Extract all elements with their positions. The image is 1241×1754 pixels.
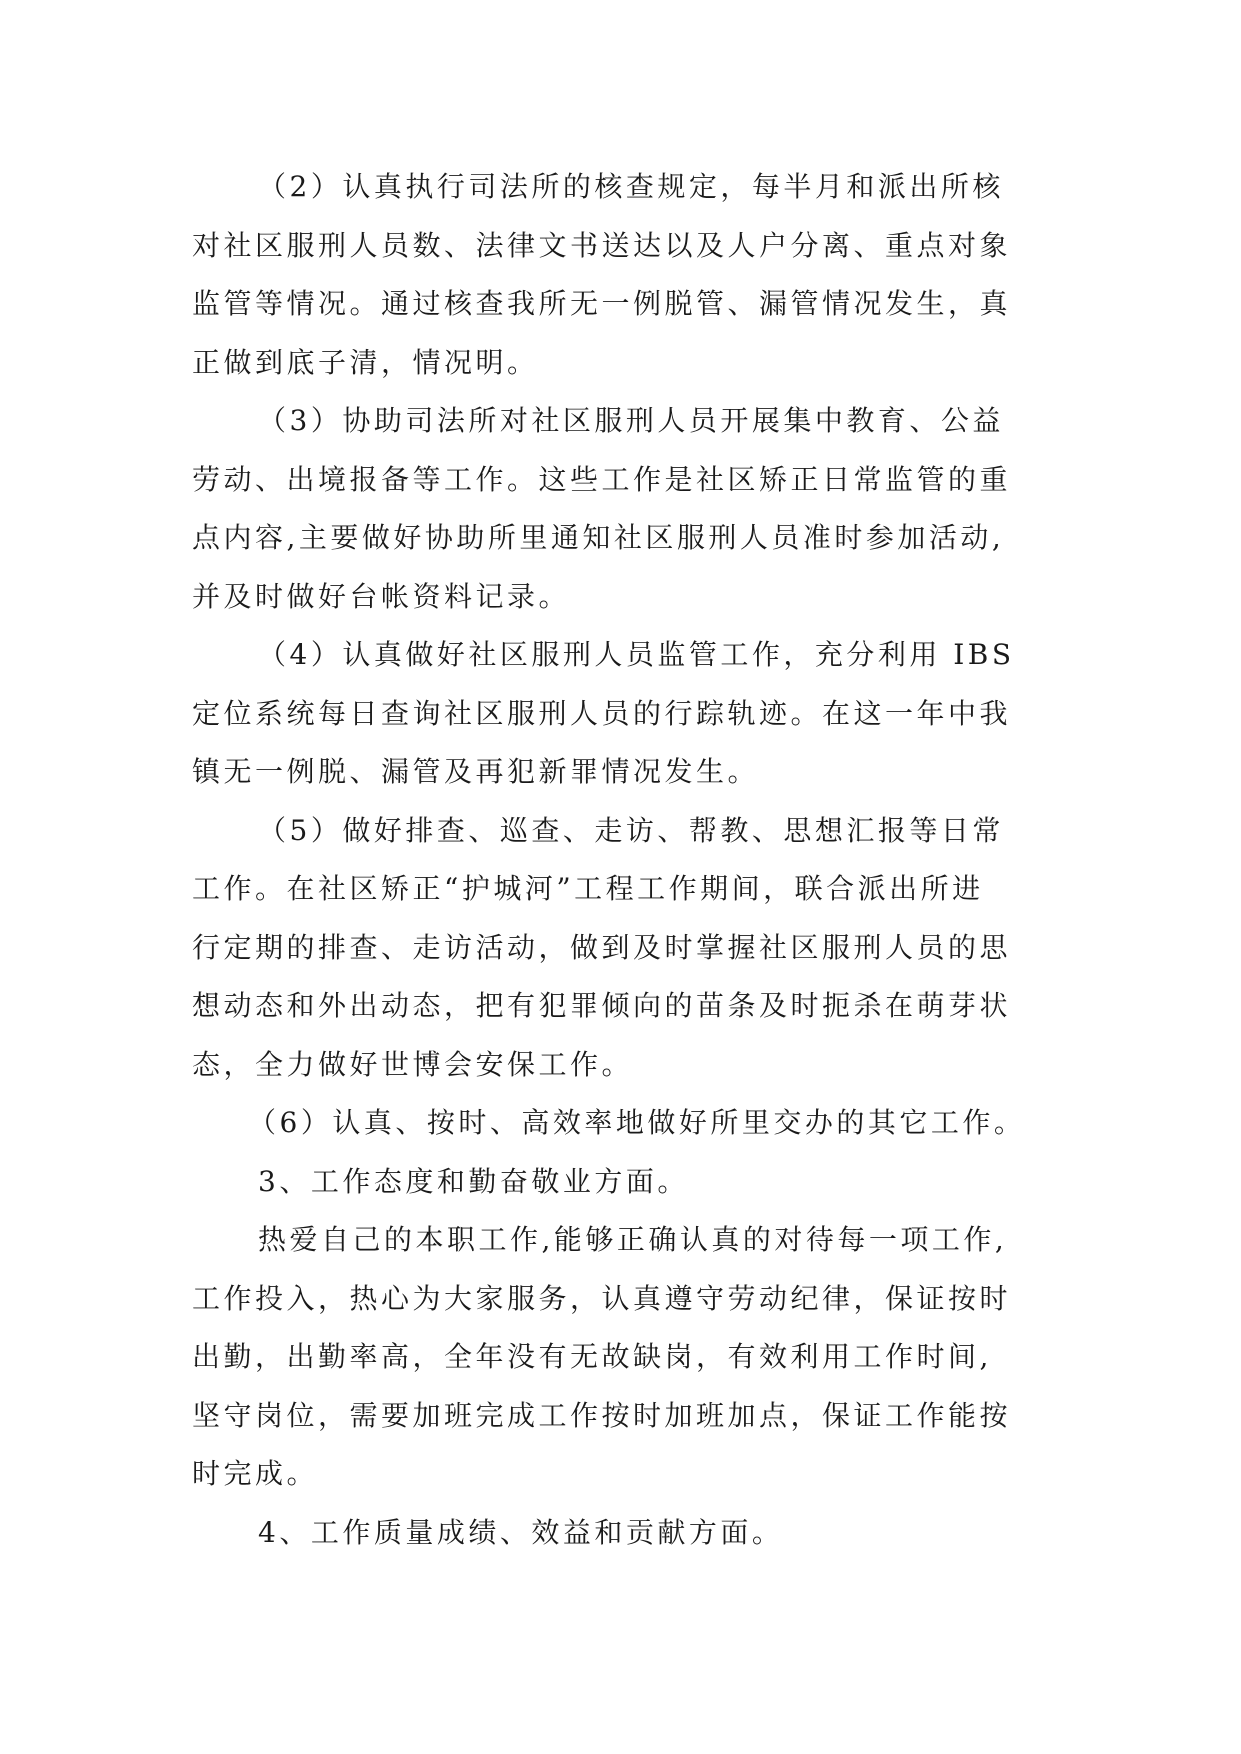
text-line: （6）认真、按时、高效率地做好所里交办的其它工作。 xyxy=(248,1106,1026,1139)
text-line: 劳动、出境报备等工作。这些工作是社区矫正日常监管的重 xyxy=(192,462,1012,496)
paragraph-7-attitude xyxy=(192,1211,1062,1504)
paragraph-4-supervision xyxy=(192,626,1062,802)
document-body xyxy=(192,158,1062,1562)
text-line: 坚守岗位，需要加班完成工作按时加班加点，保证工作能按 xyxy=(192,1398,1012,1432)
text-line: （4）认真做好社区服刑人员监管工作，充分利用 IBS xyxy=(258,638,1015,671)
text-line: 想动态和外出动态，把有犯罪倾向的苗条及时扼杀在萌芽状 xyxy=(192,989,1012,1022)
text-line: （2）认真执行司法所的核查规定，每半月和派出所核 xyxy=(258,170,1004,203)
paragraph-3-assist-education xyxy=(192,392,1062,626)
section-heading-3 xyxy=(192,1153,1062,1212)
text-line: 3、工作态度和勤奋敬业方面。 xyxy=(258,1164,689,1198)
text-line: 工作投入，热心为大家服务，认真遵守劳动纪律，保证按时 xyxy=(192,1281,1012,1315)
text-line: 监管等情况。通过核查我所无一例脱管、漏管情况发生，真 xyxy=(192,287,1012,320)
text-line: 对社区服刑人员数、法律文书送达以及人户分离、重点对象 xyxy=(192,228,1012,262)
text-line: 态，全力做好世博会安保工作。 xyxy=(192,1047,634,1081)
text-line: 并及时做好台帐资料记录。 xyxy=(192,579,571,613)
text-line: 镇无一例脱、漏管及再犯新罪情况发生。 xyxy=(192,755,760,788)
text-line: 点内容,主要做好协助所里通知社区服刑人员准时参加活动, xyxy=(192,521,1005,554)
text-line: 正做到底子清，情况明。 xyxy=(192,345,539,379)
text-line: （5）做好排查、巡查、走访、帮教、思想汇报等日常 xyxy=(258,813,1004,847)
text-line: 定位系统每日查询社区服刑人员的行踪轨迹。在这一年中我 xyxy=(192,696,1012,730)
text-line: 工作。在社区矫正“护城河”工程工作期间，联合派出所进 xyxy=(192,872,984,905)
paragraph-5-daily-work xyxy=(192,802,1062,1095)
text-line: （3）协助司法所对社区服刑人员开展集中教育、公益 xyxy=(258,404,1004,437)
section-heading-4 xyxy=(192,1504,1062,1563)
text-line: 出勤，出勤率高，全年没有无故缺岗，有效利用工作时间, xyxy=(192,1340,992,1373)
text-line: 4、工作质量成绩、效益和贡献方面。 xyxy=(258,1515,784,1549)
text-line: 时完成。 xyxy=(192,1457,319,1490)
text-line: 行定期的排查、走访活动，做到及时掌握社区服刑人员的思 xyxy=(192,930,1012,964)
paragraph-6-other-work xyxy=(192,1094,1062,1153)
paragraph-2-core-check xyxy=(192,158,1062,392)
text-line: 热爱自己的本职工作,能够正确认真的对待每一项工作, xyxy=(258,1223,1008,1256)
